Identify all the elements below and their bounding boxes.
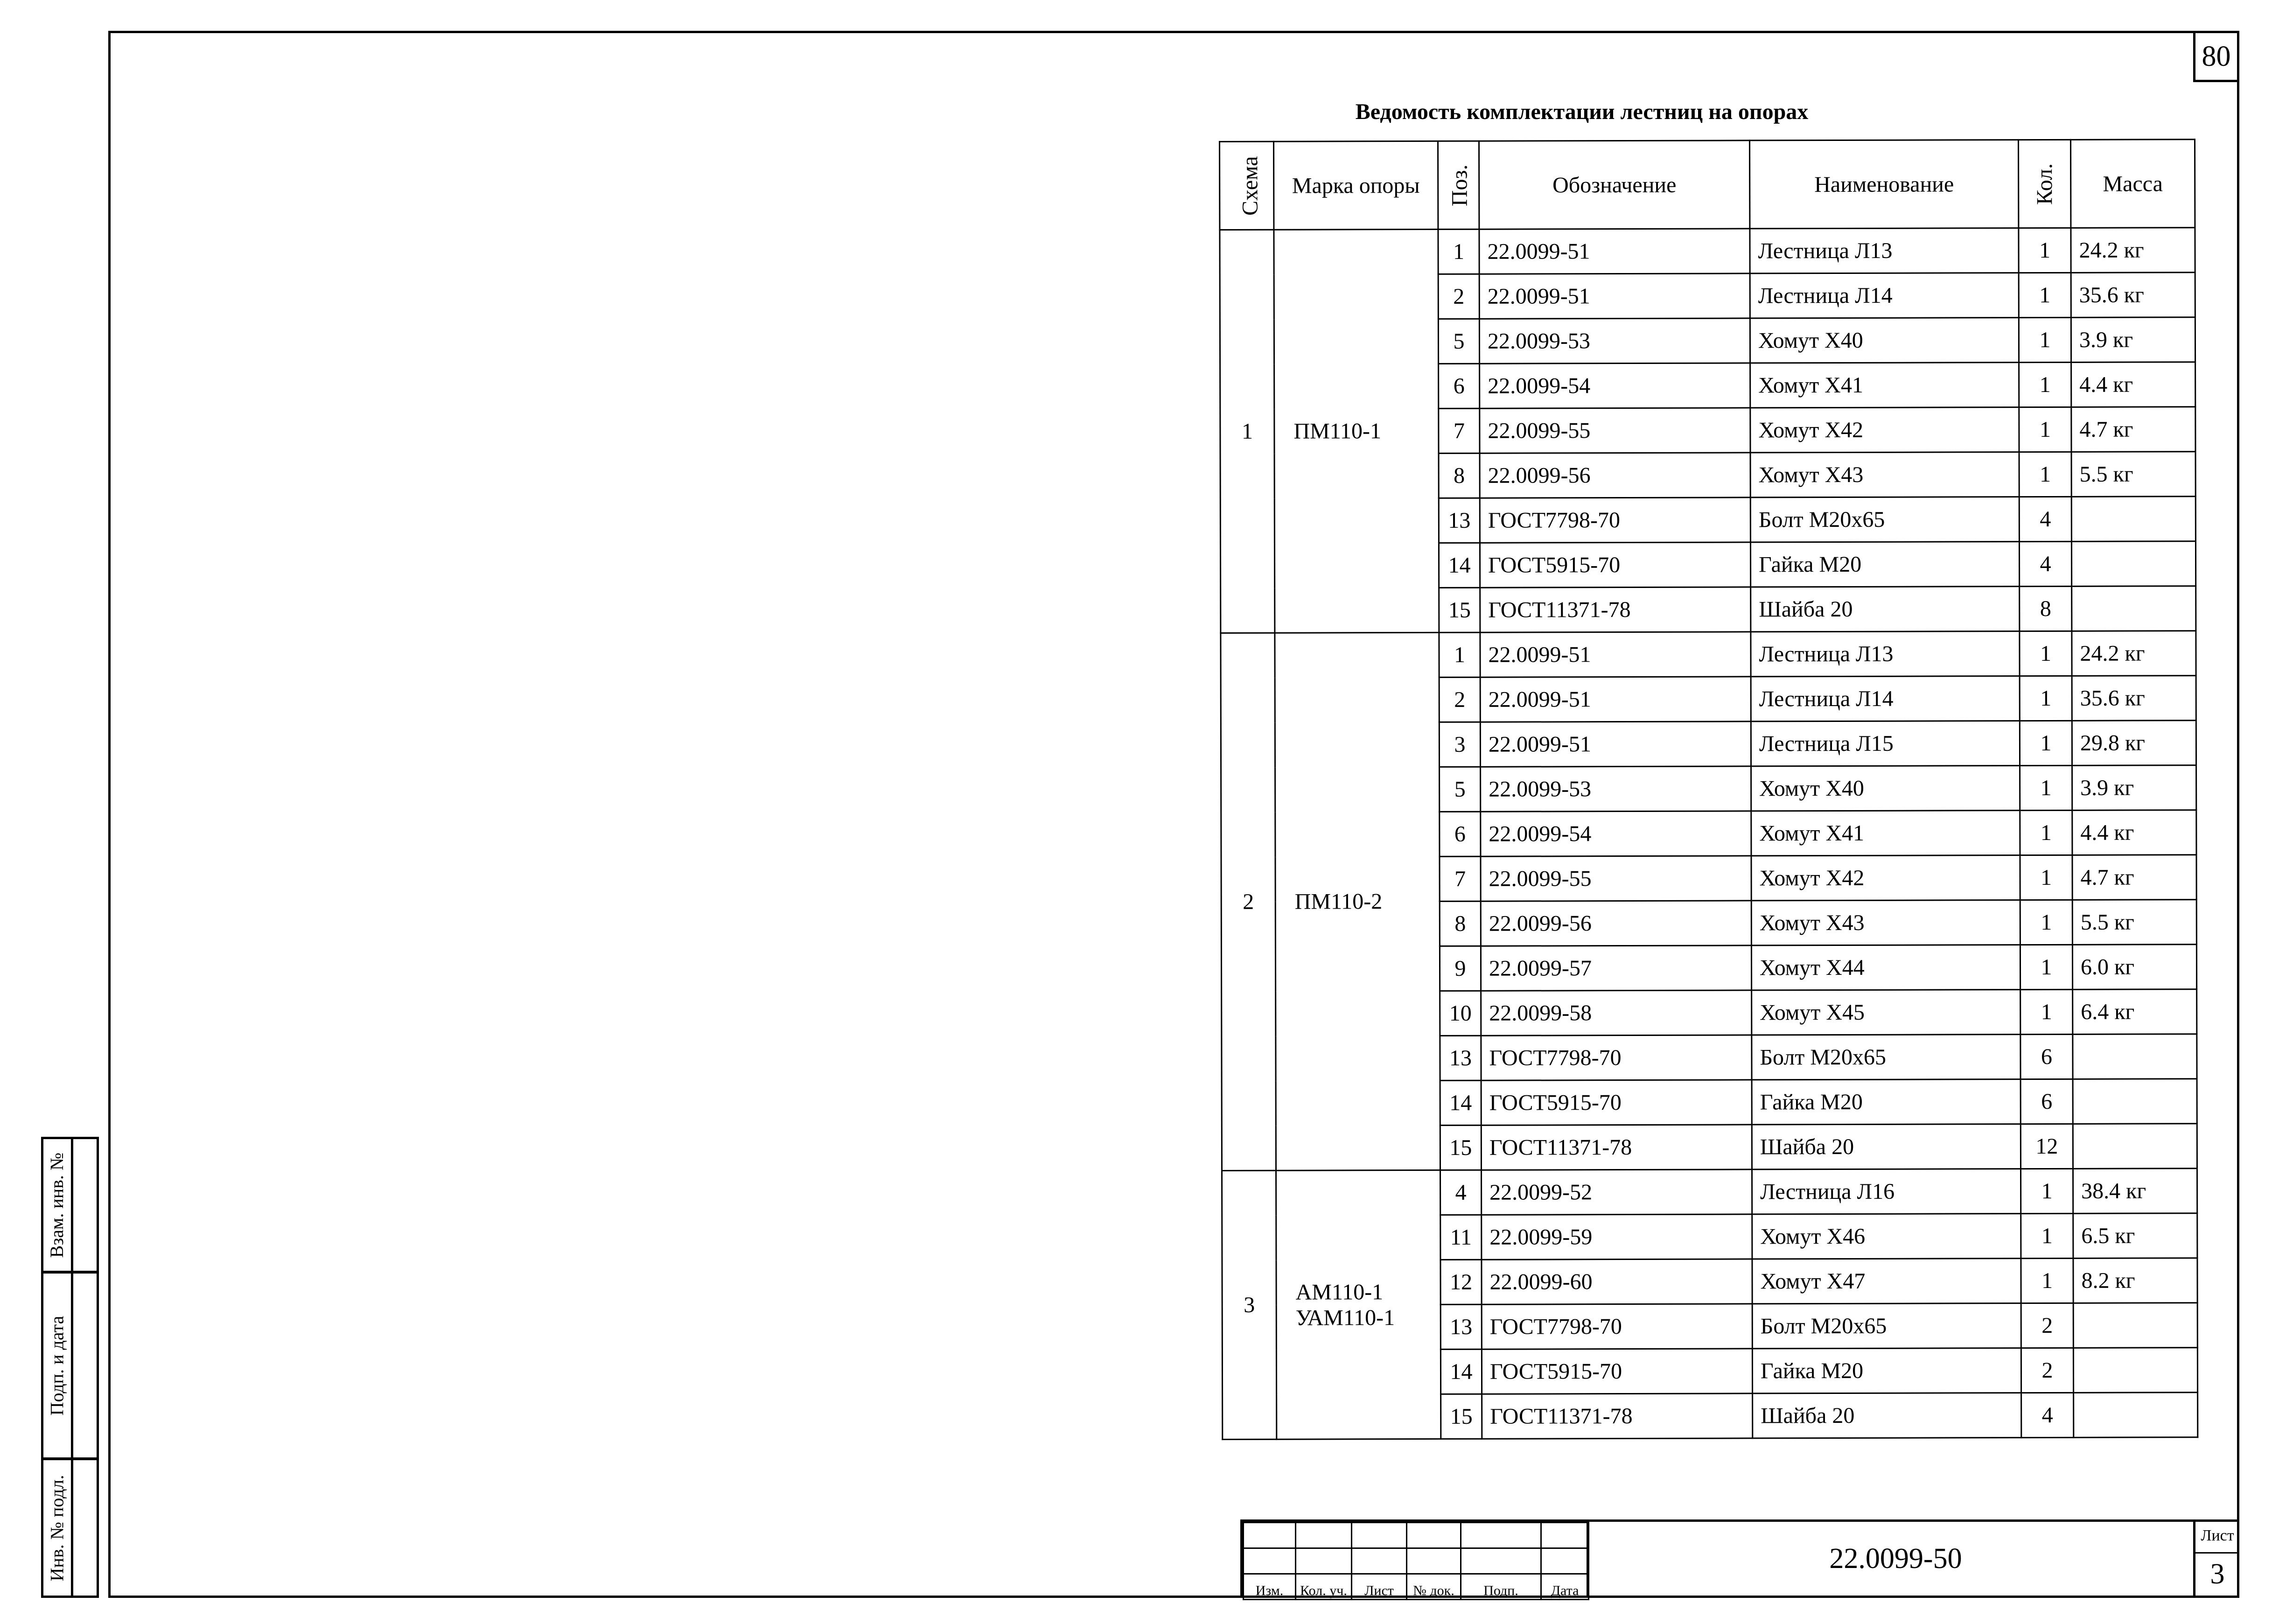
- qty-cell: 1: [2020, 945, 2072, 989]
- table-header-row: [1220, 140, 2195, 230]
- qty-cell: 1: [2020, 631, 2072, 676]
- designation-cell: ГОСТ11371-78: [1481, 1125, 1752, 1170]
- pos-cell: 6: [1439, 364, 1480, 408]
- qty-cell: 1: [2019, 452, 2071, 497]
- designation-cell: ГОСТ7798-70: [1482, 1304, 1752, 1349]
- pos-cell: 11: [1440, 1215, 1482, 1260]
- mass-cell: 4.7 кг: [2072, 855, 2196, 900]
- pos-cell: 7: [1439, 408, 1480, 453]
- mass-cell: [2073, 1124, 2197, 1169]
- qty-cell: 1: [2019, 317, 2071, 362]
- name-cell: Хомут Х40: [1750, 318, 2019, 363]
- header-scheme: Схема: [1220, 141, 1274, 230]
- spec-table-body: [1220, 228, 2198, 1440]
- header-name: Наименование: [1750, 140, 2019, 229]
- strip-label-inv-orig: Инв. № подл.: [46, 1475, 68, 1581]
- name-cell: Хомут Х40: [1751, 766, 2020, 811]
- name-cell: Гайка М20: [1750, 542, 2019, 587]
- qty-cell: 6: [2020, 1034, 2073, 1079]
- name-cell: Шайба 20: [1753, 1393, 2021, 1438]
- name-cell: Хомут Х41: [1750, 363, 2019, 408]
- strip-label-sign-date: Подп. и дата: [46, 1316, 68, 1415]
- name-cell: Болт М20х65: [1750, 497, 2019, 542]
- mass-cell: 24.2 кг: [2071, 228, 2195, 273]
- col-label-doc-no: № док.: [1407, 1574, 1461, 1600]
- header-pos: Поз.: [1438, 141, 1479, 229]
- qty-cell: 1: [2020, 721, 2072, 765]
- mass-cell: [2071, 541, 2195, 587]
- name-cell: Болт М20х65: [1752, 1035, 2020, 1080]
- table-row: [1222, 1169, 2197, 1216]
- name-cell: Хомут Х44: [1751, 945, 2020, 990]
- col-label-date: Дата: [1541, 1574, 1589, 1600]
- designation-cell: 22.0099-55: [1480, 408, 1750, 453]
- spec-table: [1219, 139, 2198, 1440]
- designation-cell: 22.0099-53: [1481, 766, 1751, 812]
- pos-cell: 5: [1440, 767, 1481, 812]
- name-cell: Шайба 20: [1751, 587, 2020, 632]
- name-cell: Хомут Х41: [1751, 811, 2020, 856]
- designation-cell: 22.0099-54: [1481, 811, 1751, 856]
- designation-cell: 22.0099-51: [1479, 273, 1750, 319]
- table-title: Ведомость комплектации лестниц на опорах: [1355, 99, 1809, 124]
- designation-cell: 22.0099-60: [1482, 1259, 1752, 1304]
- name-cell: Хомут Х45: [1752, 990, 2020, 1035]
- qty-cell: 1: [2020, 900, 2072, 945]
- mass-cell: [2073, 1303, 2197, 1348]
- qty-cell: 2: [2021, 1303, 2073, 1348]
- designation-cell: 22.0099-51: [1480, 721, 1751, 767]
- name-cell: Хомут Х43: [1750, 452, 2019, 497]
- mass-cell: [2071, 497, 2195, 542]
- document-number: 22.0099-50: [1587, 1519, 2202, 1598]
- revision-header-row: [1244, 1574, 1589, 1600]
- designation-cell: 22.0099-58: [1481, 990, 1752, 1036]
- qty-cell: 1: [2021, 1213, 2073, 1258]
- support-mark: ПМ110-2: [1294, 889, 1383, 914]
- support-mark-cell: [1276, 1170, 1441, 1439]
- qty-cell: 1: [2020, 855, 2072, 900]
- qty-cell: 1: [2019, 362, 2071, 407]
- strip-label-replaced-inv: Взам. инв. №: [46, 1152, 68, 1258]
- col-label-podp: Подп.: [1461, 1574, 1541, 1600]
- name-cell: Хомут Х43: [1751, 900, 2020, 945]
- designation-cell: ГОСТ5915-70: [1480, 542, 1750, 588]
- designation-cell: ГОСТ11371-78: [1482, 1393, 1753, 1439]
- pos-cell: 8: [1439, 453, 1480, 498]
- support-mark: ПМ110-1: [1293, 419, 1382, 444]
- pos-cell: 14: [1439, 543, 1480, 588]
- revision-row: [1244, 1548, 1589, 1574]
- sheet-number: 3: [2210, 1558, 2225, 1590]
- name-cell: Гайка М20: [1752, 1348, 2021, 1393]
- name-cell: Лестница Л13: [1751, 631, 2020, 677]
- name-cell: Лестница Л16: [1752, 1169, 2021, 1214]
- qty-cell: 1: [2020, 810, 2072, 855]
- qty-cell: 4: [2019, 541, 2071, 586]
- designation-cell: ГОСТ5915-70: [1481, 1080, 1752, 1125]
- name-cell: Хомут Х42: [1751, 855, 2020, 901]
- mass-cell: 8.2 кг: [2073, 1258, 2197, 1303]
- designation-cell: ГОСТ7798-70: [1480, 497, 1750, 543]
- qty-cell: 1: [2021, 1258, 2073, 1303]
- mass-cell: 5.5 кг: [2071, 452, 2195, 497]
- support-mark-cell: [1275, 632, 1440, 1170]
- qty-cell: 1: [2021, 1169, 2073, 1213]
- header-mass: Масса: [2070, 140, 2195, 228]
- pos-cell: 15: [1440, 1125, 1481, 1170]
- designation-cell: 22.0099-53: [1479, 318, 1750, 364]
- mass-cell: [2073, 1079, 2197, 1124]
- header-support-mark: Марка опоры: [1274, 141, 1438, 230]
- designation-cell: 22.0099-51: [1480, 632, 1751, 677]
- qty-cell: 2: [2021, 1348, 2073, 1393]
- pos-cell: 14: [1440, 1349, 1482, 1394]
- pos-cell: 7: [1440, 856, 1481, 901]
- name-cell: Лестница Л14: [1750, 273, 2019, 318]
- name-cell: Лестница Л14: [1751, 676, 2020, 721]
- pos-cell: 8: [1440, 901, 1481, 946]
- mass-cell: [2072, 586, 2196, 631]
- pos-cell: 12: [1440, 1260, 1482, 1304]
- sheet-box: [2193, 1519, 2239, 1598]
- support-mark: УАМ110-1: [1295, 1305, 1395, 1330]
- sheet-label: Лист: [2195, 1519, 2239, 1554]
- table-row: [1221, 631, 2196, 678]
- qty-cell: 1: [2019, 228, 2071, 273]
- name-cell: Хомут Х47: [1752, 1259, 2021, 1304]
- col-label-izm: Изм.: [1244, 1574, 1296, 1600]
- page-number: 80: [2193, 31, 2239, 82]
- name-cell: Хомут Х42: [1750, 407, 2019, 453]
- pos-cell: 2: [1439, 677, 1480, 722]
- revision-row: [1244, 1523, 1589, 1548]
- name-cell: Лестница Л13: [1750, 228, 2019, 273]
- mass-cell: 38.4 кг: [2073, 1169, 2197, 1214]
- name-cell: Лестница Л15: [1751, 721, 2020, 766]
- designation-cell: 22.0099-56: [1480, 453, 1750, 498]
- scheme-cell: 1: [1220, 230, 1275, 633]
- qty-cell: 1: [2020, 765, 2072, 810]
- pos-cell: 3: [1439, 722, 1480, 767]
- table-row: [1220, 228, 2195, 275]
- pos-cell: 9: [1440, 946, 1481, 991]
- mass-cell: 3.9 кг: [2071, 317, 2195, 363]
- scheme-cell: 3: [1222, 1170, 1277, 1439]
- qty-cell: 4: [2021, 1393, 2074, 1437]
- designation-cell: 22.0099-54: [1480, 363, 1750, 408]
- pos-cell: 14: [1440, 1080, 1481, 1125]
- mass-cell: 6.4 кг: [2073, 989, 2197, 1035]
- pos-cell: 6: [1440, 812, 1481, 856]
- pos-cell: 5: [1438, 319, 1479, 364]
- col-label-kol-uch: Кол. уч.: [1296, 1574, 1352, 1600]
- mass-cell: 35.6 кг: [2071, 273, 2195, 318]
- qty-cell: 1: [2019, 407, 2071, 452]
- pos-cell: 1: [1439, 632, 1480, 677]
- mass-cell: [2073, 1034, 2197, 1079]
- qty-cell: 6: [2020, 1079, 2073, 1124]
- qty-cell: 1: [2020, 989, 2073, 1034]
- designation-cell: ГОСТ11371-78: [1480, 587, 1751, 632]
- qty-cell: 1: [2019, 273, 2071, 317]
- pos-cell: 13: [1440, 1036, 1481, 1080]
- revision-grid: [1243, 1522, 1589, 1600]
- qty-cell: 12: [2020, 1124, 2073, 1169]
- pos-cell: 15: [1441, 1394, 1482, 1439]
- support-mark-cell: [1274, 229, 1439, 633]
- mass-cell: 35.6 кг: [2072, 676, 2196, 721]
- qty-cell: 1: [2020, 676, 2072, 721]
- pos-cell: 4: [1440, 1170, 1482, 1215]
- scheme-cell: 2: [1221, 633, 1276, 1170]
- name-cell: Болт М20х65: [1752, 1303, 2021, 1349]
- mass-cell: [2074, 1393, 2198, 1438]
- mass-cell: 4.4 кг: [2071, 362, 2195, 407]
- mass-cell: 6.0 кг: [2072, 945, 2196, 990]
- mass-cell: 3.9 кг: [2072, 765, 2196, 811]
- header-qty: Кол.: [2018, 140, 2070, 228]
- designation-cell: 22.0099-59: [1482, 1214, 1752, 1260]
- pos-cell: 13: [1439, 498, 1480, 543]
- pos-cell: 13: [1440, 1304, 1482, 1349]
- mass-cell: 6.5 кг: [2073, 1213, 2197, 1259]
- designation-cell: 22.0099-57: [1481, 945, 1751, 991]
- mass-cell: 4.7 кг: [2071, 407, 2195, 452]
- mass-cell: 5.5 кг: [2072, 900, 2196, 945]
- designation-cell: ГОСТ5915-70: [1482, 1349, 1752, 1394]
- qty-cell: 4: [2019, 497, 2071, 541]
- name-cell: Гайка М20: [1752, 1079, 2020, 1125]
- pos-cell: 10: [1440, 991, 1481, 1036]
- name-cell: Шайба 20: [1752, 1124, 2020, 1169]
- designation-cell: 22.0099-51: [1479, 229, 1750, 274]
- qty-cell: 8: [2020, 586, 2072, 631]
- mass-cell: 4.4 кг: [2072, 810, 2196, 855]
- designation-cell: 22.0099-55: [1481, 856, 1751, 901]
- pos-cell: 15: [1439, 588, 1480, 632]
- designation-cell: ГОСТ7798-70: [1481, 1035, 1752, 1080]
- designation-cell: 22.0099-52: [1482, 1169, 1752, 1215]
- col-label-list: Лист: [1352, 1574, 1407, 1600]
- name-cell: Хомут Х46: [1752, 1214, 2021, 1259]
- header-designation: Обозначение: [1479, 140, 1750, 229]
- pos-cell: 2: [1438, 274, 1479, 319]
- mass-cell: [2073, 1348, 2197, 1393]
- designation-cell: 22.0099-51: [1480, 677, 1751, 722]
- pos-cell: 1: [1438, 229, 1479, 274]
- designation-cell: 22.0099-56: [1481, 901, 1751, 946]
- mass-cell: 24.2 кг: [2072, 631, 2196, 676]
- mass-cell: 29.8 кг: [2072, 721, 2196, 766]
- support-mark: АМ110-1: [1295, 1279, 1384, 1305]
